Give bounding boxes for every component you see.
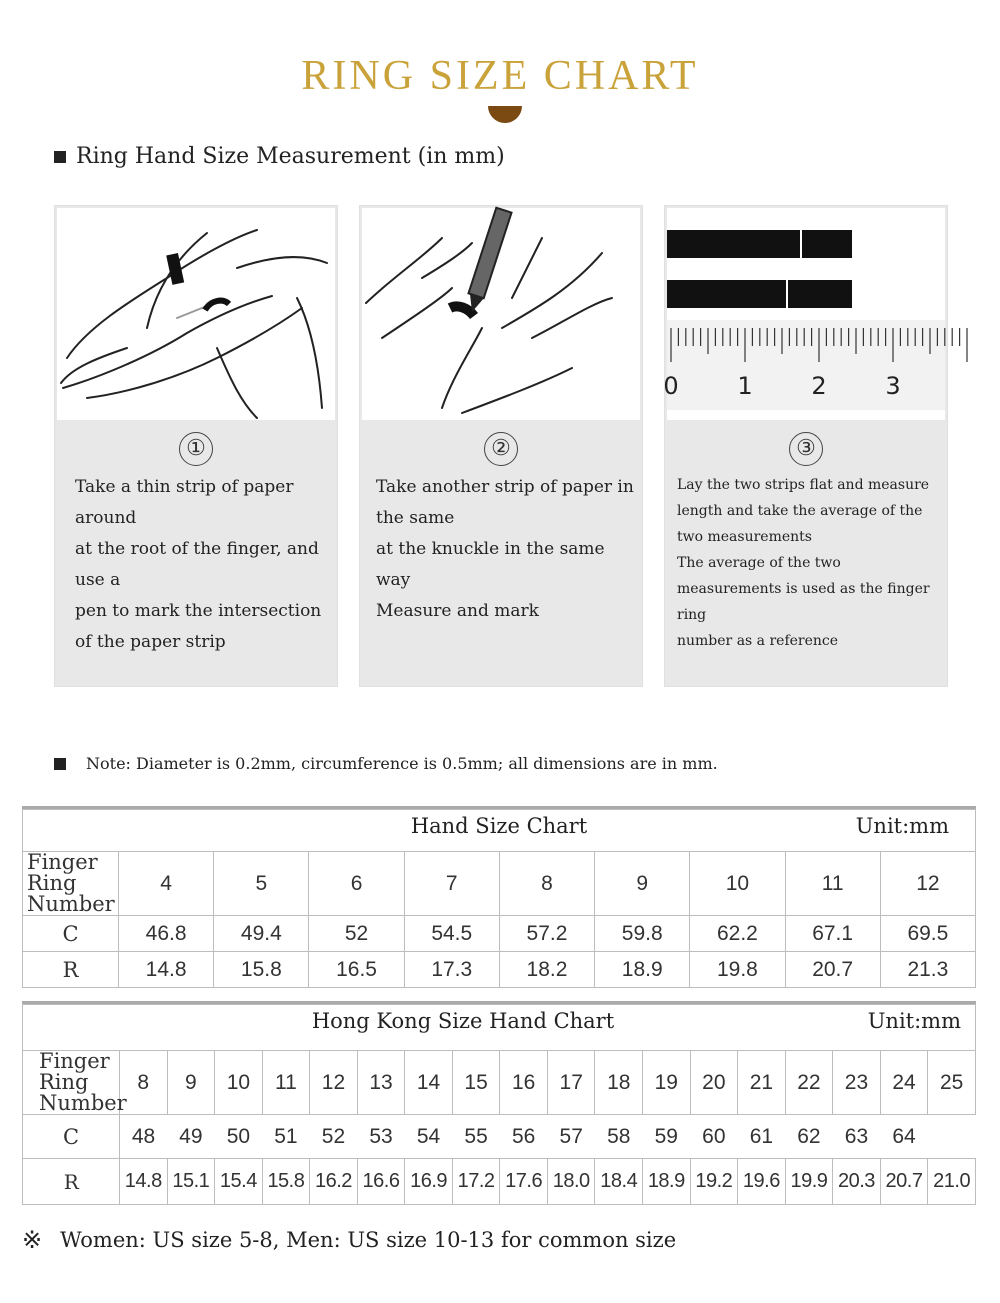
table-cell: 17.2 [452, 1159, 500, 1205]
table-cell: 15.8 [214, 952, 309, 988]
table-row [23, 952, 976, 988]
table-cell: 16.5 [309, 952, 404, 988]
table-cell: 64 [880, 1115, 928, 1159]
hand-size-table [22, 851, 976, 988]
finger-ring-number-label: Finger Ring Number [23, 852, 119, 916]
table-cell: 20.7 [880, 1159, 928, 1205]
table-cell: 60 [690, 1115, 738, 1159]
step-2-text [376, 472, 634, 627]
ruler-label: 0 [663, 372, 679, 400]
table-cell: 20.7 [785, 952, 880, 988]
ruler-icon [663, 208, 945, 420]
step-3-line: number as a reference [677, 633, 839, 649]
page-title: RING SIZE CHART [301, 53, 699, 99]
table-cell: 54 [405, 1115, 453, 1159]
table-cell: 19.2 [690, 1159, 738, 1205]
step-3-line: ring [677, 607, 707, 623]
table-cell: 50 [215, 1115, 263, 1159]
table-cell: 52 [309, 916, 404, 952]
finger-ring-number-label: Finger Ring Number [23, 1051, 120, 1115]
table-cell: 16.2 [310, 1159, 358, 1205]
table-cell: 18.9 [643, 1159, 691, 1205]
row-label-c: C [23, 916, 119, 952]
hand-size-chart-unit: Unit:mm [855, 814, 949, 838]
table-cell: 15.8 [262, 1159, 310, 1205]
step-1-line: at the root of the finger, and [75, 539, 319, 559]
step-card-1 [54, 205, 338, 687]
step-3-line: measurements is used as the finger [677, 581, 930, 597]
hk-size-chart [22, 1001, 976, 1205]
table-cell: 54.5 [404, 916, 499, 952]
hand-icon [57, 208, 335, 420]
step-3-line: length and take the average of the [677, 503, 923, 519]
step-3-line: The average of the two [677, 555, 841, 571]
ruler-label: 3 [885, 372, 901, 400]
table-cell: 57 [547, 1115, 595, 1159]
table-cell: 55 [452, 1115, 500, 1159]
table-cell: 69.5 [880, 916, 975, 952]
table-cell: 18.9 [595, 952, 690, 988]
table-cell: 53 [357, 1115, 405, 1159]
footnote [22, 1226, 676, 1254]
table-row [23, 1159, 976, 1205]
bullet-square-icon [54, 758, 66, 770]
table-cell: 62.2 [690, 916, 785, 952]
table-cell: 17.6 [500, 1159, 548, 1205]
table-cell: 21.0 [928, 1159, 976, 1205]
measurement-heading-text: Ring Hand Size Measurement (in mm) [76, 144, 505, 169]
table-cell: 12 [310, 1051, 358, 1115]
table-cell: 14 [405, 1051, 453, 1115]
table-cell: 11 [262, 1051, 310, 1115]
table-cell: 20 [690, 1051, 738, 1115]
table-cell: 62 [785, 1115, 833, 1159]
table-cell: 22 [785, 1051, 833, 1115]
table-cell: 52 [310, 1115, 358, 1159]
table-cell: 19.9 [785, 1159, 833, 1205]
step-number-1: ① [179, 432, 213, 466]
table-cell: 9 [167, 1051, 215, 1115]
hk-size-table [22, 1050, 976, 1205]
table-cell: 21.3 [880, 952, 975, 988]
table-cell: 18 [595, 1051, 643, 1115]
step-3-text [677, 472, 933, 654]
ruler-label: 2 [811, 372, 827, 400]
table-cell: 11 [785, 852, 880, 916]
step-1-text [75, 472, 323, 658]
hand-size-chart-caption [22, 809, 976, 851]
step-number-3: ③ [789, 432, 823, 466]
table-cell: 15.1 [167, 1159, 215, 1205]
step-2-line: Measure and mark [376, 601, 539, 621]
table-cell: 14.8 [119, 952, 214, 988]
hk-size-chart-unit: Unit:mm [867, 1009, 961, 1033]
table-cell: 17.3 [404, 952, 499, 988]
table-cell: 21 [738, 1051, 786, 1115]
table-cell: 24 [880, 1051, 928, 1115]
table-cell: 59.8 [595, 916, 690, 952]
table-cell: 25 [928, 1051, 976, 1115]
step-2-line: the same [376, 508, 455, 528]
table-cell: 6 [309, 852, 404, 916]
table-cell [928, 1115, 976, 1159]
pen-hand-icon [362, 208, 640, 420]
table-cell: 18.2 [499, 952, 594, 988]
table-cell: 57.2 [499, 916, 594, 952]
hand-paper-strip-illustration [57, 208, 335, 420]
table-row [23, 852, 976, 916]
measurement-heading [54, 144, 505, 169]
step-1-line: around [75, 508, 137, 528]
step-number-2: ② [484, 432, 518, 466]
bullet-square-icon [54, 151, 66, 163]
table-cell: 12 [880, 852, 975, 916]
table-cell: 16.9 [405, 1159, 453, 1205]
table-row [23, 916, 976, 952]
title-ornament [488, 106, 522, 123]
footnote-text: Women: US size 5-8, Men: US size 10-13 for common size [60, 1228, 677, 1252]
table-row [23, 1115, 976, 1159]
table-cell: 20.3 [833, 1159, 881, 1205]
step-3-line: two measurements [677, 529, 812, 545]
table-cell: 10 [690, 852, 785, 916]
step-1-line: pen to mark the intersection [75, 601, 322, 621]
table-cell: 8 [120, 1051, 168, 1115]
table-cell: 5 [214, 852, 309, 916]
row-label-r: R [23, 1159, 120, 1205]
table-cell: 46.8 [119, 916, 214, 952]
hk-size-chart-title: Hong Kong Size Hand Chart [311, 1009, 615, 1033]
table-cell: 48 [120, 1115, 168, 1159]
hk-size-chart-caption [22, 1004, 976, 1050]
row-label-r: R [23, 952, 119, 988]
table-cell: 4 [119, 852, 214, 916]
step-1-line: of the paper strip [75, 632, 226, 652]
table-cell: 10 [215, 1051, 263, 1115]
table-cell: 15.4 [215, 1159, 263, 1205]
table-cell: 59 [643, 1115, 691, 1159]
hand-pen-illustration [362, 208, 640, 420]
hand-size-chart-title: Hand Size Chart [410, 814, 588, 838]
step-1-line: Take a thin strip of paper [75, 477, 294, 497]
step-3-line: Lay the two strips flat and measure [677, 477, 930, 493]
table-cell: 9 [595, 852, 690, 916]
ruler-illustration [663, 208, 945, 420]
table-cell: 8 [499, 852, 594, 916]
table-cell: 49.4 [214, 916, 309, 952]
table-cell: 23 [833, 1051, 881, 1115]
table-cell: 18.4 [595, 1159, 643, 1205]
step-card-2 [359, 205, 643, 687]
table-cell: 18.0 [547, 1159, 595, 1205]
table-cell: 49 [167, 1115, 215, 1159]
table-cell: 19 [643, 1051, 691, 1115]
note-text: Note: Diameter is 0.2mm, circumference is 0.5mm; all dimensions are in mm. [86, 754, 718, 773]
note [54, 754, 718, 773]
step-card-3 [664, 205, 948, 687]
table-cell: 51 [262, 1115, 310, 1159]
table-cell: 16.6 [357, 1159, 405, 1205]
row-label-c: C [23, 1115, 120, 1159]
table-cell: 13 [357, 1051, 405, 1115]
hand-size-chart [22, 806, 976, 988]
ruler-label: 1 [737, 372, 753, 400]
reference-mark-icon: ※ [22, 1226, 43, 1254]
table-cell: 7 [404, 852, 499, 916]
table-row [23, 1051, 976, 1115]
table-cell: 63 [833, 1115, 881, 1159]
step-2-line: way [376, 570, 411, 590]
table-cell: 14.8 [120, 1159, 168, 1205]
step-2-line: Take another strip of paper in [376, 477, 634, 497]
table-cell: 58 [595, 1115, 643, 1159]
step-2-line: at the knuckle in the same [376, 539, 605, 559]
table-cell: 67.1 [785, 916, 880, 952]
table-cell: 61 [738, 1115, 786, 1159]
table-cell: 56 [500, 1115, 548, 1159]
table-cell: 15 [452, 1051, 500, 1115]
table-cell: 19.6 [738, 1159, 786, 1205]
table-cell: 17 [547, 1051, 595, 1115]
table-cell: 19.8 [690, 952, 785, 988]
table-cell: 16 [500, 1051, 548, 1115]
step-1-line: use a [75, 570, 121, 590]
